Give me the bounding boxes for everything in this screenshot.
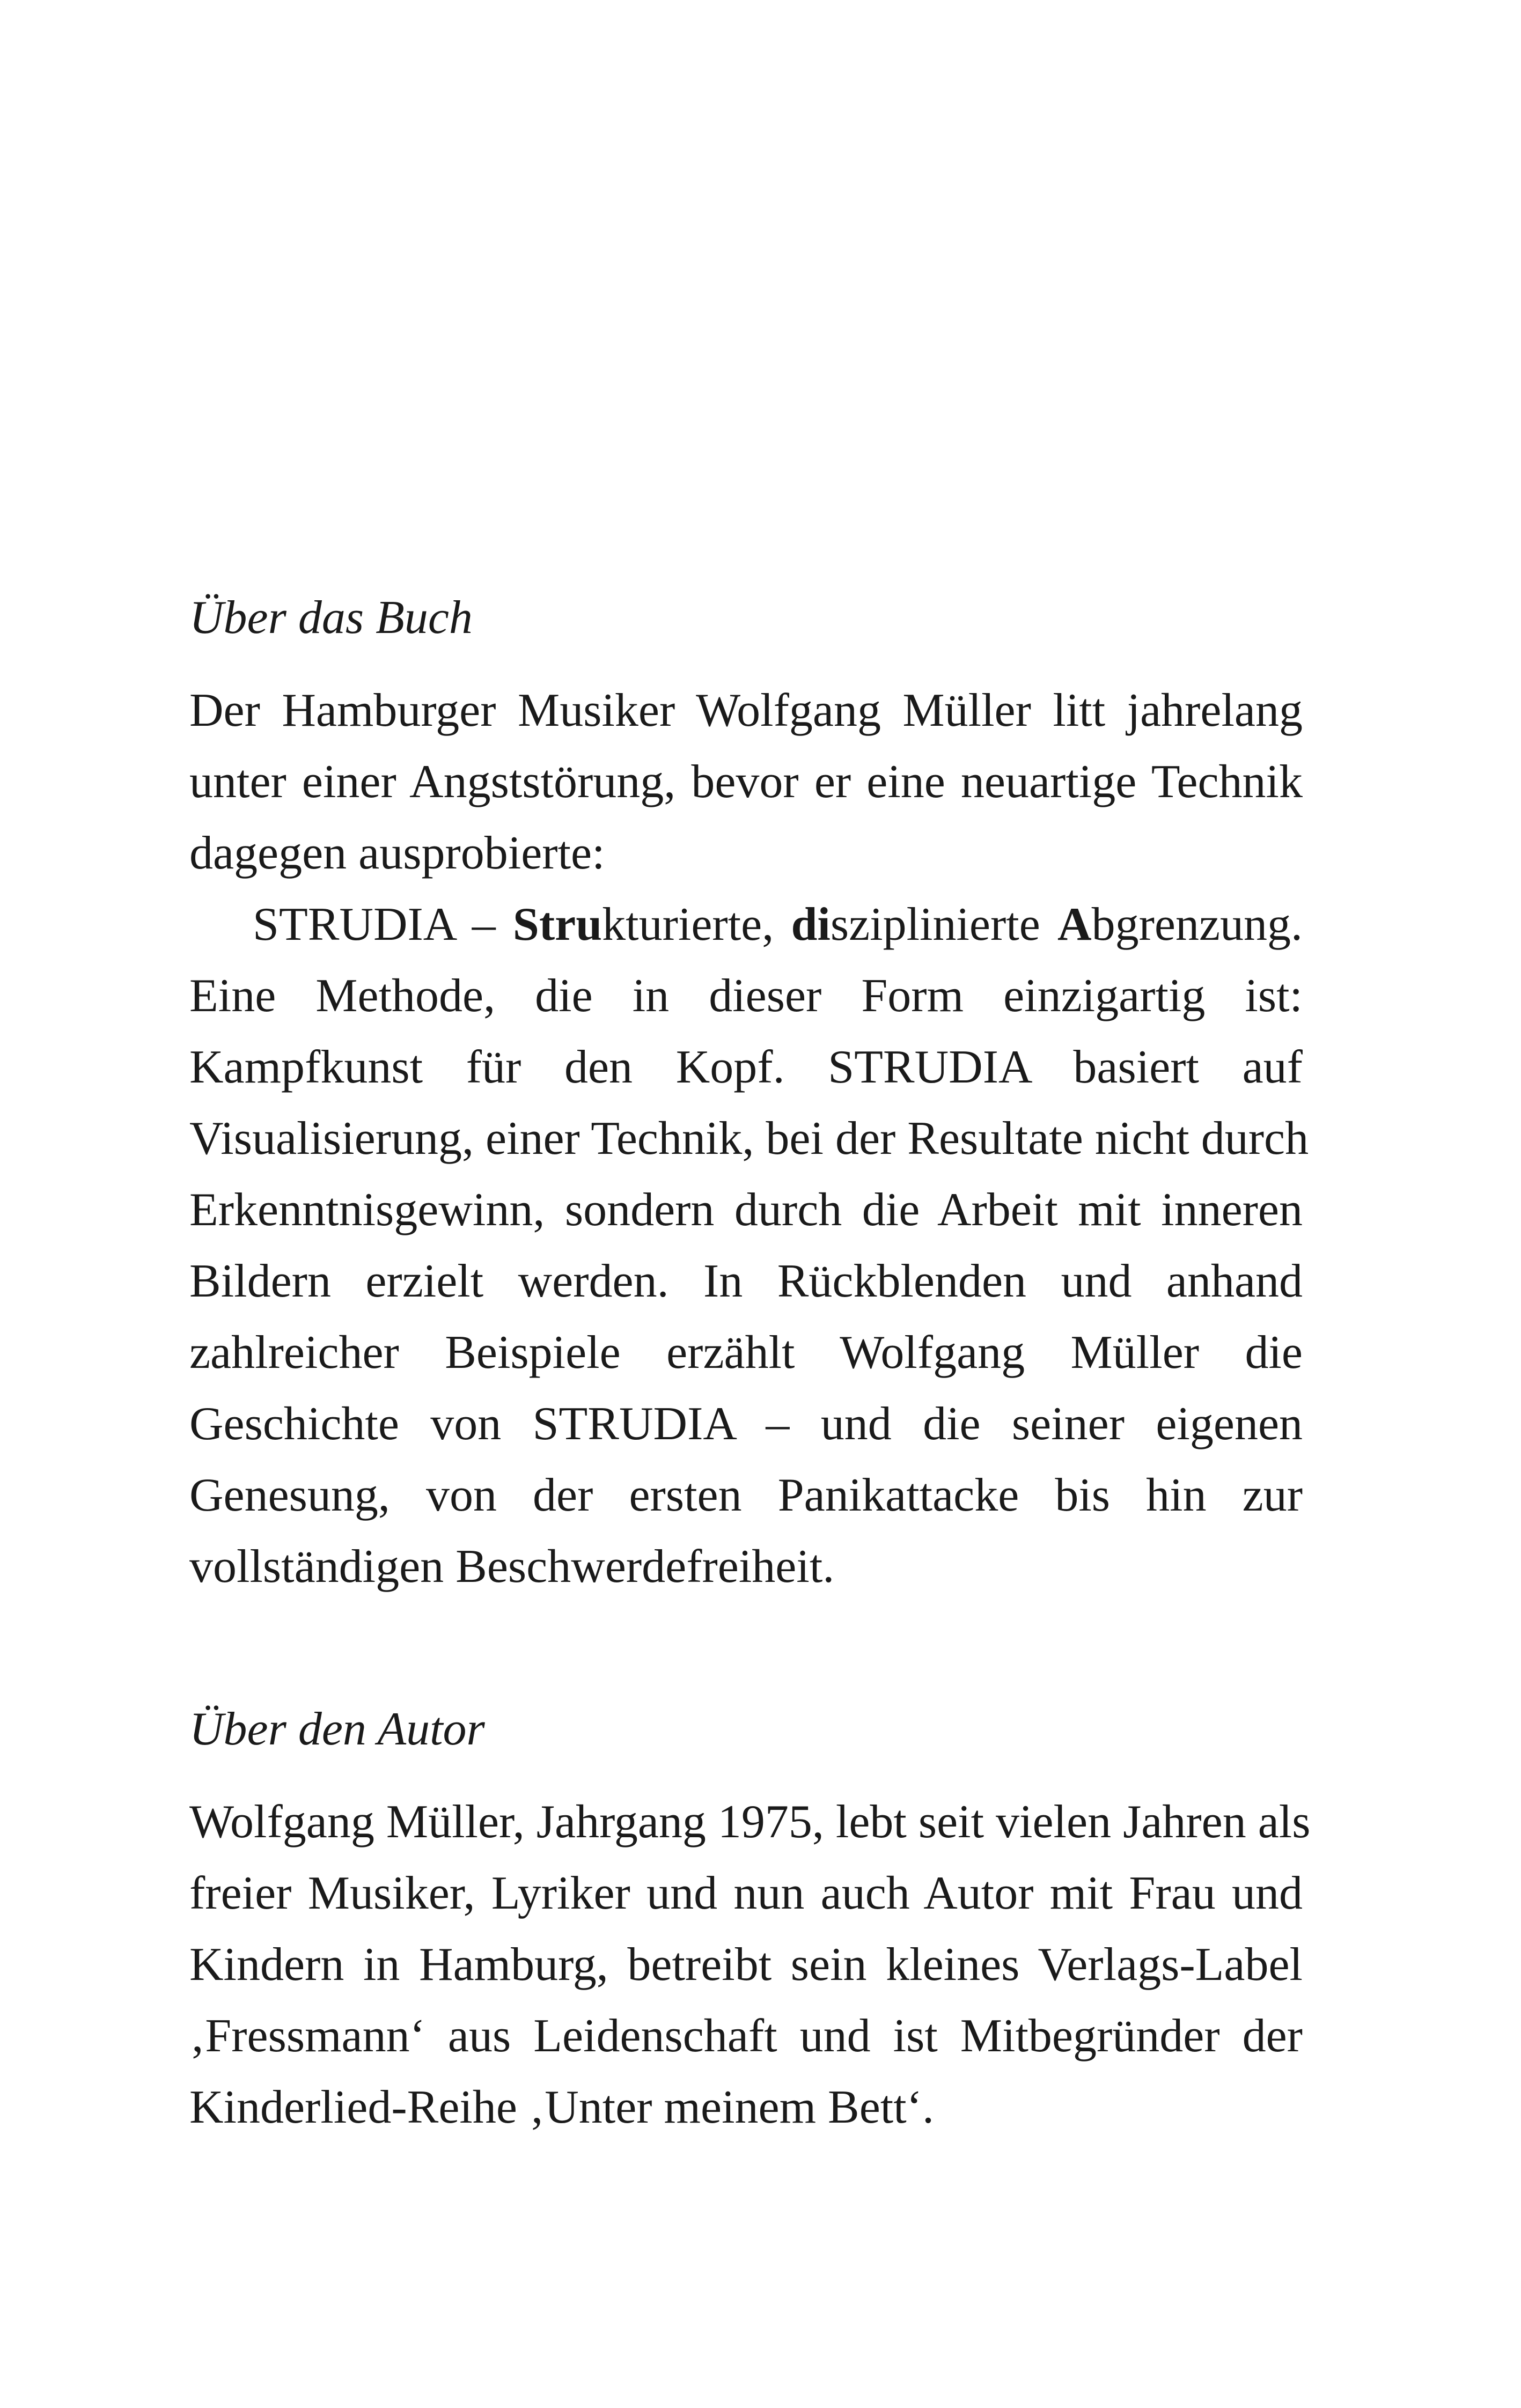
text-line: dagegen ausprobierte: [189,827,605,879]
text-line: Kampfkunst für den Kopf. STRUDIA basiert auf [189,1041,1303,1093]
bold-letters: Stru [512,899,602,951]
text-line: Genesung, von der ersten Panikattacke bis hin zur [189,1469,1303,1521]
text-line: Kindern in Hamburg, betreibt sein kleines Verlags-Label [189,1939,1303,1991]
strudia-prefix: STRUDIA – [253,899,513,951]
text-line: Visualisierung, einer Technik, bei der Resultate nicht durch [189,1113,1309,1165]
text-line: freier Musiker, Lyriker und nun auch Autor mit Frau und [189,1867,1303,1919]
text-line: Geschichte von STRUDIA – und die seiner eigenen [189,1398,1303,1450]
spacer [189,1602,1303,1693]
bold-letters: A [1057,899,1092,951]
text-line: Bildern erzielt werden. In Rückblenden und anhand [189,1255,1303,1307]
text-line: Erkenntnisgewinn, sondern durch die Arbeit mit inneren [189,1184,1303,1236]
spacer [189,1765,1303,1786]
author-paragraph [189,1786,1311,2143]
text-line: ‚Fressmann‘ aus Leidenschaft und ist Mitbegründer der [189,2010,1303,2062]
author-heading: Über den Autor [189,1703,485,1755]
spacer [189,653,1303,675]
text-segment: sziplinierte [830,899,1058,951]
text-segment: kturierte, [602,899,791,951]
strudia-definition-line [189,889,1303,960]
book-description-paragraph [189,675,1303,889]
text-line: Kinderlied-Reihe ‚Unter meinem Bett‘. [189,2081,934,2133]
text-line: Der Hamburger Musiker Wolfgang Müller litt jahrelang [189,684,1303,737]
text-segment: bgrenzung. [1091,899,1303,951]
bold-letters: di [791,899,831,951]
text-line: Eine Methode, die in dieser Form einzigartig ist: [189,970,1303,1022]
text-line: vollständigen Beschwerdefreiheit. [189,1541,835,1593]
strudia-paragraph [189,889,1309,1602]
page-content [189,582,1311,2143]
book-heading: Über das Buch [189,592,473,644]
text-line: zahlreicher Beispiele erzählt Wolfgang Müller die [189,1327,1303,1379]
text-line: unter einer Angststörung, bevor er eine neuartige Technik [189,756,1303,808]
text-line: Wolfgang Müller, Jahrgang 1975, lebt seit vielen Jahren als [189,1796,1311,1848]
